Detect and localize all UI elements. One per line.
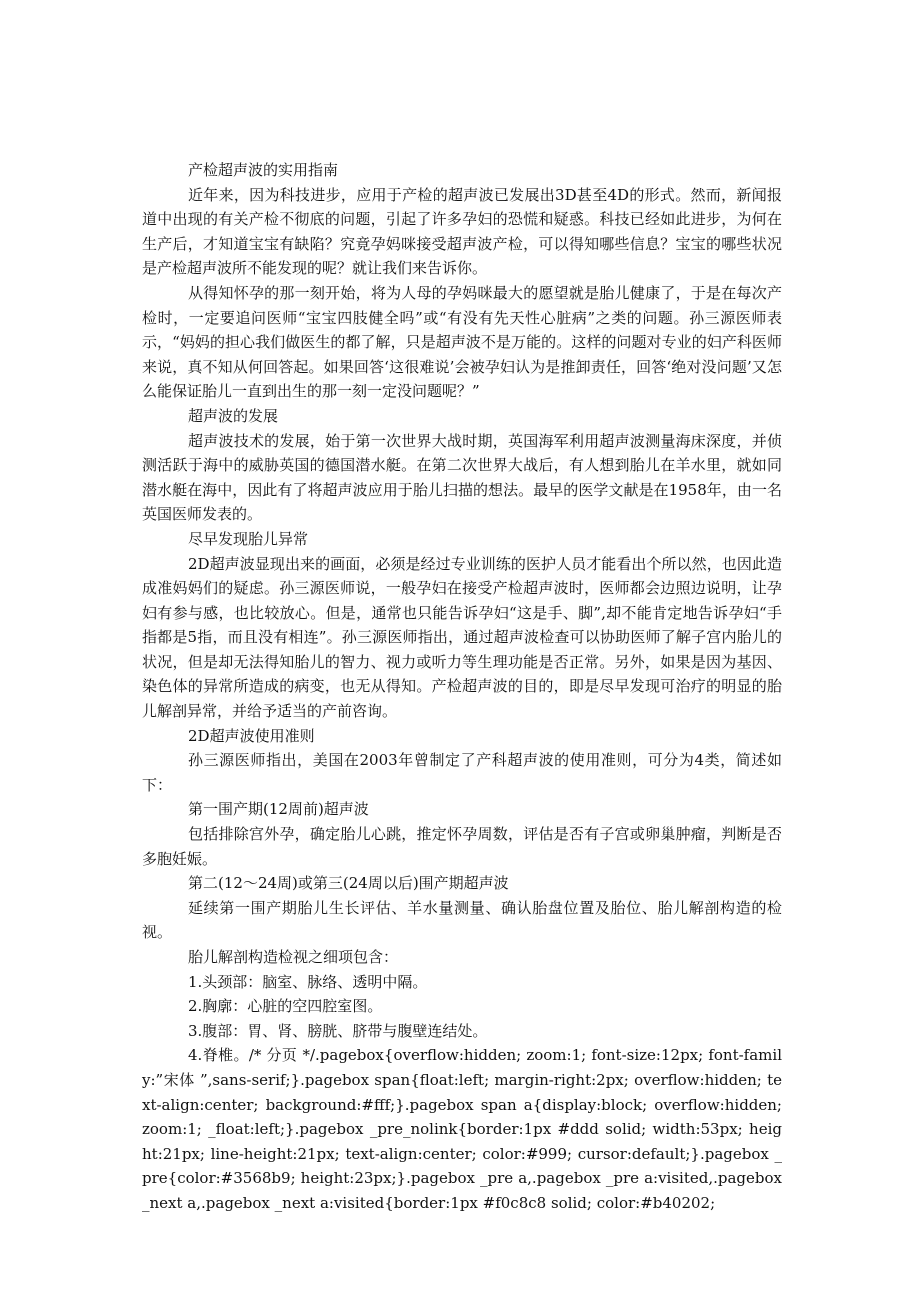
doctor-quote-paragraph: 从得知怀孕的那一刻开始，将为人母的孕妈咪最大的愿望就是胎儿健康了，于是在每次产检时，一定要追问医师“宝宝四肢健全吗”或“有没有先天性心脏病”之类的问题。孙三源医师表示，“妈妈的担心我们做医生的都了解，只是超声波不是万能的。这样的问题对专业的妇产科医师来说，真不知从何回答起。如果回答‘这很难说’会被孕妇认为是推卸责任，回答‘绝对没问题’又怎么能保证胎儿一直到出生的那一刻一定没问题呢？” bbox=[142, 283, 782, 401]
list-item: 2.胸廓：心脏的空四腔室图。 bbox=[188, 997, 383, 1016]
development-paragraph: 超声波技术的发展，始于第一次世界大战时期，英国海军利用超声波测量海床深度，并侦测活跃于海中的威胁英国的德国潜水艇。在第二次世界大战后，有人想到胎儿在羊水里，就如同潜水艇在海中，因此有了将超声波应用于胎儿扫描的想法。最早的医学文献是在1958年，由一名英国医师发表的。 bbox=[142, 431, 782, 524]
document-title: 产检超声波的实用指南 bbox=[188, 161, 339, 179]
spine-item-with-css-residue: 4.脊椎。/* 分页 */.pagebox{overflow:hidden; zoom:1; font-size:12px; font-family:”宋体 ”,sans-serif;}.pagebox span{float:left; margin-right:2px; overflow:hidden; text-align:center; background:#fff;}.pagebox span a{display:block; overflow:hidden; zoom:1; _float:left;}.pagebox _pre_nolink{border:1px #ddd solid; width:53px; height:21px; line-height:21px; text-align:center; color:#999; cursor:default;}.pagebox _pre{color:#3568b9; height:23px;}.pagebox _pre a,.pagebox _pre a:visited,.pagebox _next a,.pagebox _next a:visited{border:1px #f0c8c8 solid; color:#b40202; bbox=[142, 1046, 782, 1212]
second-third-trimester-paragraph: 延续第一围产期胎儿生长评估、羊水量测量、确认胎盘位置及胎位、胎儿解剖构造的检视。 bbox=[142, 898, 782, 942]
section-heading-early-detection: 尽早发现胎儿异常 bbox=[188, 529, 309, 548]
guidelines-paragraph: 孙三源医师指出，美国在2003年曾制定了产科超声波的使用准则，可分为4类，简述如下： bbox=[142, 751, 782, 794]
document-body bbox=[142, 158, 782, 1216]
subheading-second-third-trimester: 第二(12～24周)或第三(24周以后)围产期超声波 bbox=[188, 874, 509, 893]
list-item: 1.头颈部：脑室、脉络、透明中隔。 bbox=[188, 972, 428, 991]
section-heading-guidelines: 2D超声波使用准则 bbox=[188, 726, 315, 745]
early-detection-paragraph: 2D超声波显现出来的画面，必须是经过专业训练的医护人员才能看出个所以然，也因此造成准妈妈们的疑虑。孙三源医师说，一般孕妇在接受产检超声波时，医师都会边照边说明，让孕妇有参与感，也比较放心。但是，通常也只能告诉孕妇“这是手、脚”,却不能肯定地告诉孕妇“手指都是5指，而且没有相连”。孙三源医师指出，通过超声波检查可以协助医师了解子宫内胎儿的状况，但是却无法得知胎儿的智力、视力或听力等生理功能是否正常。另外，如果是因为基因、染色体的异常所造成的病变，也无从得知。产检超声波的目的，即是尽早发现可治疗的明显的胎儿解剖异常，并给予适当的产前咨询。 bbox=[142, 554, 782, 721]
subheading-first-trimester: 第一围产期(12周前)超声波 bbox=[188, 800, 369, 819]
anatomy-details-heading: 胎儿解剖构造检视之细项包含： bbox=[188, 948, 399, 966]
list-item: 3.腹部：胃、肾、膀胱、脐带与腹壁连结处。 bbox=[188, 1021, 488, 1040]
intro-paragraph: 近年来，因为科技进步，应用于产检的超声波已发展出3D甚至4D的形式。然而，新闻报道中出现的有关产检不彻底的问题，引起了许多孕妇的恐慌和疑惑。科技已经如此进步，为何在生产后，才知道宝宝有缺陷？究竟孕妈咪接受超声波产检，可以得知哪些信息？宝宝的哪些状况是产检超声波所不能发现的呢？就让我们来告诉你。 bbox=[142, 185, 782, 278]
first-trimester-paragraph: 包括排除宫外孕，确定胎儿心跳，推定怀孕周数，评估是否有子宫或卵巢肿瘤，判断是否多胞妊娠。 bbox=[142, 825, 782, 868]
section-heading-development: 超声波的发展 bbox=[188, 406, 279, 425]
